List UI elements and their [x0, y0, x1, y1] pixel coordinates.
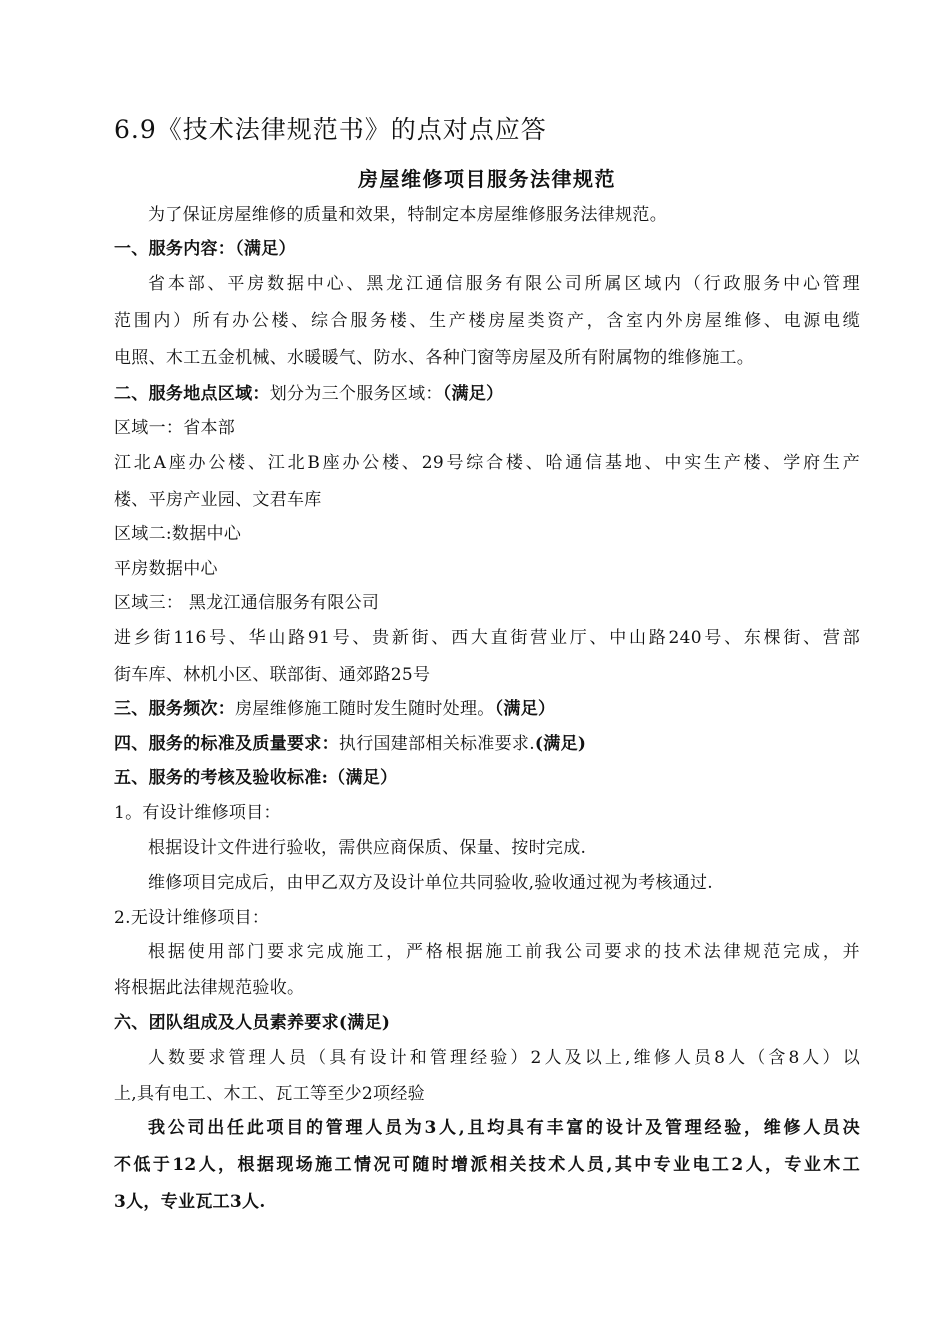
answer-line: 不低于12人，根据现场施工情况可随时增派相关技术人员,其中专业电工2人，专业木工 [114, 1155, 860, 1175]
zone-3-line: 进乡街116号、华山路91号、贵新街、西大直街营业厅、中山路240号、东棵街、营部 [114, 628, 860, 648]
zone-3-line: 街车库、林机小区、联部街、通郊路25号 [114, 665, 431, 685]
section-4-status: (满足) [534, 734, 587, 754]
section-1-heading: 一、服务内容：（满足） [114, 239, 296, 259]
section-4-label: 四、服务的标准及质量要求： [114, 734, 339, 754]
section-5-2-label: 2.无设计维修项目： [114, 908, 270, 928]
zone-1-line: 楼、平房产业园、文君车库 [114, 490, 322, 510]
section-4-text: 执行国建部相关标准要求. [338, 734, 535, 754]
zone-1-label: 区域一：省本部 [114, 418, 236, 438]
section-3-status: （满足） [494, 699, 556, 719]
document-title: 房屋维修项目服务法律规范 [358, 167, 616, 191]
section-2-status: （满足） [442, 384, 504, 404]
section-5-heading: 五、服务的考核及验收标准:（满足） [114, 768, 398, 788]
section-5-1-line: 根据设计文件进行验收，需供应商保质、保量、按时完成. [148, 838, 587, 858]
section-6-line: 上,具有电工、木工、瓦工等至少2项经验 [114, 1084, 425, 1104]
section-heading: 6.9《技术法律规范书》的点对点应答 [114, 115, 547, 144]
section-3-heading [114, 694, 555, 719]
section-5-2-line: 根据使用部门要求完成施工，严格根据施工前我公司要求的技术法律规范完成，并 [148, 942, 860, 962]
section-1-line: 范围内）所有办公楼、综合服务楼、生产楼房屋类资产，含室内外房屋维修、电源电缆 [114, 311, 860, 331]
section-2-heading [114, 379, 503, 404]
zone-2-label: 区域二:数据中心 [114, 524, 242, 544]
answer-line: 3人，专业瓦工3人. [114, 1192, 266, 1212]
section-5-2-line: 将根据此法律规范验收。 [114, 978, 305, 998]
section-5-1-label: 1。有设计维修项目： [114, 803, 281, 823]
section-6-line: 人数要求管理人员（具有设计和管理经验）2人及以上,维修人员8人（含8人）以 [148, 1048, 860, 1068]
section-6-heading: 六、团队组成及人员素养要求(满足) [114, 1013, 391, 1033]
zone-1-line: 江北A座办公楼、江北B座办公楼、29号综合楼、哈通信基地、中实生产楼、学府生产 [114, 453, 860, 473]
section-4-heading [114, 729, 586, 754]
zone-3-label: 区域三： 黑龙江通信服务有限公司 [114, 593, 380, 613]
section-2-label: 二、服务地点区域： [114, 384, 270, 404]
section-3-label: 三、服务频次： [114, 699, 236, 719]
section-1-line: 电照、木工五金机械、水暖暖气、防水、各种门窗等房屋及所有附属物的维修施工。 [114, 348, 755, 368]
section-1-line: 省本部、平房数据中心、黑龙江通信服务有限公司所属区域内（行政服务中心管理 [148, 274, 860, 294]
zone-2-line: 平房数据中心 [114, 559, 218, 579]
answer-line: 我公司出任此项目的管理人员为3人,且均具有丰富的设计及管理经验，维修人员决 [148, 1118, 860, 1138]
intro-text: 为了保证房屋维修的质量和效果，特制定本房屋维修服务法律规范。 [148, 205, 667, 225]
section-5-1-line: 维修项目完成后，由甲乙双方及设计单位共同验收,验收通过视为考核通过. [148, 873, 714, 893]
section-3-text: 房屋维修施工随时发生随时处理。 [235, 699, 495, 719]
section-2-text: 划分为三个服务区域： [269, 384, 443, 404]
